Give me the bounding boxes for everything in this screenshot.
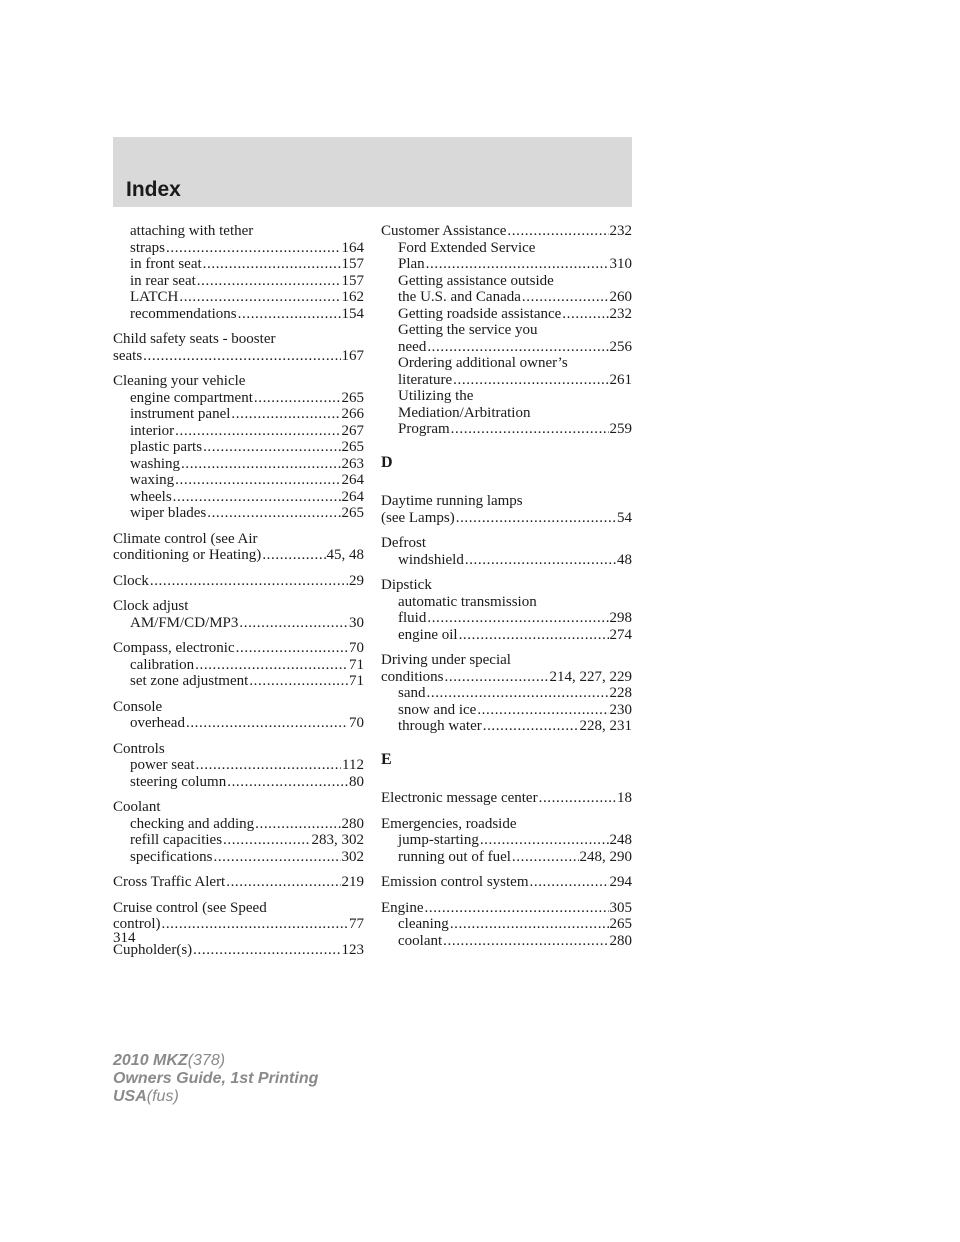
entry-text: cleaning <box>398 916 449 932</box>
entry-text: Engine <box>381 899 424 916</box>
dot-leader <box>223 832 310 849</box>
index-heading <box>381 223 632 240</box>
dot-leader <box>207 505 340 522</box>
entry-page-ref: 232 <box>609 223 632 239</box>
entry-page-ref: 265 <box>341 505 364 521</box>
footer-model-code: (378) <box>187 1052 226 1069</box>
dot-leader <box>426 256 609 273</box>
index-subentry <box>381 916 632 933</box>
dot-leader <box>203 439 340 456</box>
entry-text: Getting the service you <box>398 322 538 338</box>
print-footer <box>113 1052 318 1106</box>
dot-leader <box>427 685 609 702</box>
index-subentry <box>381 256 632 273</box>
footer-market-code: (fus) <box>146 1088 179 1105</box>
entry-page-ref: 228 <box>609 685 632 701</box>
entry-text: conditioning or Heating) <box>113 547 262 563</box>
index-column-right <box>381 223 632 958</box>
entry-text: automatic transmission <box>398 593 537 610</box>
index-subentry <box>381 832 632 849</box>
index-heading <box>113 741 364 758</box>
index-subentry <box>381 355 632 372</box>
entry-text: control) <box>113 916 161 932</box>
dot-leader <box>262 547 325 564</box>
entry-page-ref: 280 <box>609 932 632 949</box>
index-subentry <box>381 685 632 702</box>
entry-page-ref: 266 <box>341 406 364 422</box>
entry-page-ref: 70 <box>349 715 364 731</box>
dot-leader <box>477 702 608 719</box>
entry-page-ref: 80 <box>349 773 364 790</box>
entry-text: Cleaning your vehicle <box>113 373 246 389</box>
entry-page-ref: 71 <box>349 656 364 673</box>
dot-leader <box>179 289 340 306</box>
entry-text: steering column <box>130 773 227 790</box>
dot-leader <box>443 933 608 950</box>
index-subentry <box>113 439 364 456</box>
entry-text: washing <box>130 455 180 472</box>
index-entry <box>113 942 364 959</box>
dot-leader <box>465 552 616 569</box>
index-entry <box>113 331 364 364</box>
index-entry <box>113 741 364 791</box>
entry-page-ref: 256 <box>609 338 632 355</box>
index-heading <box>381 900 632 917</box>
index-heading <box>381 669 632 686</box>
entry-page-ref: 260 <box>609 289 632 305</box>
index-entry <box>113 799 364 865</box>
entry-text: Program <box>398 421 450 437</box>
dot-leader <box>453 372 608 389</box>
index-heading <box>113 874 364 891</box>
dot-leader <box>522 289 609 306</box>
index-entry <box>381 535 632 568</box>
entry-page-ref: 298 <box>609 610 632 626</box>
index-entry <box>113 900 364 933</box>
index-entry <box>381 790 632 807</box>
index-subentry <box>113 832 364 849</box>
index-heading <box>381 790 632 807</box>
index-subentry <box>381 322 632 339</box>
header-band <box>113 137 632 207</box>
entry-text: engine compartment <box>130 389 253 406</box>
entry-text: (see Lamps) <box>381 509 455 526</box>
index-heading <box>113 598 364 615</box>
entry-text: jump-starting <box>398 832 479 848</box>
index-subentry <box>381 702 632 719</box>
footer-market: USA <box>113 1088 147 1105</box>
entry-page-ref: 123 <box>341 941 364 958</box>
entry-page-ref: 54 <box>617 509 632 526</box>
entry-text: Plan <box>398 256 425 272</box>
index-heading <box>381 652 632 669</box>
entry-text: Defrost <box>381 535 426 551</box>
footer-guide: Owners Guide, 1st Printing <box>113 1070 319 1087</box>
entry-page-ref: 77 <box>349 916 364 932</box>
entry-page-ref: 29 <box>349 572 364 589</box>
entry-text: sand <box>398 685 426 701</box>
index-entry <box>381 816 632 866</box>
dot-leader <box>238 306 341 323</box>
index-subentry <box>113 273 364 290</box>
entry-text: in front seat <box>130 256 202 272</box>
dot-leader <box>166 240 341 257</box>
dot-leader <box>175 472 340 489</box>
dot-leader <box>196 757 341 774</box>
entry-page-ref: 302 <box>341 848 364 865</box>
index-subentry <box>113 289 364 306</box>
index-subentry <box>113 849 364 866</box>
index-subentry <box>113 657 364 674</box>
entry-page-ref: 214, 227, 229 <box>549 668 632 685</box>
index-subentry <box>381 372 632 389</box>
index-subentry <box>113 673 364 690</box>
index-subentry <box>113 390 364 407</box>
entry-text: instrument panel <box>130 406 231 422</box>
index-heading <box>113 348 364 365</box>
dot-leader <box>480 832 609 849</box>
entry-page-ref: 228, 231 <box>579 718 632 734</box>
dot-leader <box>530 874 609 891</box>
index-subentry <box>113 472 364 489</box>
entry-text: through water <box>398 718 482 734</box>
entry-text: attaching with tether <box>130 223 254 239</box>
index-heading <box>381 874 632 891</box>
entry-text: Cruise control (see Speed <box>113 899 267 916</box>
index-entry <box>113 598 364 631</box>
entry-text: running out of fuel <box>398 848 511 865</box>
entry-text: engine oil <box>398 626 458 643</box>
entry-text: wheels <box>130 488 172 505</box>
entry-page-ref: 157 <box>341 272 364 289</box>
index-entry <box>113 223 364 322</box>
entry-text: Ford Extended Service <box>398 239 536 256</box>
dot-leader <box>173 489 341 506</box>
index-subentry <box>113 306 364 323</box>
entry-page-ref: 283, 302 <box>311 832 364 848</box>
dot-leader <box>254 390 341 407</box>
dot-leader <box>213 849 340 866</box>
entry-page-ref: 305 <box>609 899 632 916</box>
entry-text: seats <box>113 347 143 364</box>
index-subentry <box>113 256 364 273</box>
entry-text: conditions <box>381 668 444 685</box>
entry-text: the U.S. and Canada <box>398 289 521 305</box>
index-subentry <box>381 552 632 569</box>
dot-leader <box>239 615 348 632</box>
index-entry <box>381 223 632 438</box>
footer-model: 2010 MKZ <box>113 1052 188 1069</box>
index-entry <box>113 373 364 522</box>
index-subentry <box>381 289 632 306</box>
entry-text: waxing <box>130 472 175 488</box>
dot-leader <box>255 816 340 833</box>
index-heading <box>113 916 364 933</box>
entry-text: Clock <box>113 572 149 589</box>
index-subentry <box>381 273 632 290</box>
index-entry <box>381 493 632 526</box>
dot-leader <box>203 256 341 273</box>
dot-leader <box>236 640 348 657</box>
entry-page-ref: 263 <box>341 455 364 472</box>
index-heading <box>113 640 364 657</box>
index-subentry <box>381 627 632 644</box>
dot-leader <box>427 610 608 627</box>
index-entry <box>381 652 632 735</box>
index-subentry <box>113 715 364 732</box>
entry-page-ref: 248, 290 <box>579 848 632 865</box>
entry-text: AM/FM/CD/MP3 <box>130 614 239 631</box>
entry-text: Electronic message center <box>381 790 538 806</box>
dot-leader <box>143 348 340 365</box>
index-entry <box>113 699 364 732</box>
entry-page-ref: 18 <box>617 790 632 806</box>
entry-page-ref: 294 <box>609 874 632 890</box>
entry-text: Getting roadside assistance <box>398 305 562 322</box>
entry-page-ref: 264 <box>341 488 364 505</box>
entry-text: Customer Assistance <box>381 223 507 239</box>
entry-text: Emergencies, roadside <box>381 815 517 832</box>
entry-text: specifications <box>130 848 213 865</box>
entry-page-ref: 232 <box>609 305 632 322</box>
dot-leader <box>562 306 608 323</box>
entry-text: wiper blades <box>130 505 207 521</box>
entry-page-ref: 164 <box>341 239 364 256</box>
entry-page-ref: 264 <box>341 472 364 488</box>
dot-leader <box>181 456 341 473</box>
entry-page-ref: 230 <box>609 701 632 718</box>
index-subentry <box>113 505 364 522</box>
entry-text: windshield <box>398 551 464 568</box>
page-title: Index <box>126 178 181 201</box>
dot-leader <box>450 916 609 933</box>
index-entry <box>381 577 632 643</box>
index-subentry <box>381 306 632 323</box>
entry-text: Driving under special <box>381 652 511 668</box>
dot-leader <box>227 774 348 791</box>
entry-text: power seat <box>130 757 195 773</box>
dot-leader <box>445 669 549 686</box>
index-heading <box>113 942 364 959</box>
entry-page-ref: 265 <box>341 389 364 406</box>
dot-leader <box>186 715 348 732</box>
entry-page-ref: 167 <box>341 347 364 364</box>
entry-text: fluid <box>398 610 427 626</box>
entry-text: Compass, electronic <box>113 640 235 656</box>
entry-text: Mediation/Arbitration <box>398 404 531 421</box>
index-entry <box>113 573 364 590</box>
index-entry <box>113 874 364 891</box>
dot-leader <box>539 790 616 807</box>
page-number: 314 <box>113 930 136 946</box>
entry-text: Getting assistance outside <box>398 272 554 289</box>
entry-text: Climate control (see Air <box>113 530 258 547</box>
entry-text: LATCH <box>130 289 179 305</box>
entry-text: Daytime running lamps <box>381 493 523 509</box>
dot-leader <box>507 223 608 240</box>
index-column-left <box>113 223 364 967</box>
entry-text: Controls <box>113 740 165 757</box>
dot-leader <box>197 273 341 290</box>
dot-leader <box>193 942 340 959</box>
entry-text: recommendations <box>130 305 237 322</box>
entry-text: refill capacities <box>130 832 223 848</box>
section-letter: D <box>381 453 393 471</box>
entry-page-ref: 274 <box>609 626 632 643</box>
index-heading <box>381 535 632 552</box>
dot-leader <box>195 657 348 674</box>
dot-leader <box>425 900 609 917</box>
index-heading <box>381 493 632 510</box>
entry-page-ref: 112 <box>342 757 364 773</box>
entry-page-ref: 154 <box>341 305 364 322</box>
index-entry <box>381 874 632 891</box>
section-letter: E <box>381 750 392 768</box>
dot-leader <box>231 406 340 423</box>
index-heading <box>113 799 364 816</box>
entry-page-ref: 162 <box>341 289 364 305</box>
index-subentry <box>113 456 364 473</box>
entry-text: Clock adjust <box>113 598 189 614</box>
index-entry <box>113 531 364 564</box>
index-subentry <box>113 774 364 791</box>
entry-text: calibration <box>130 656 195 673</box>
dot-leader <box>175 423 340 440</box>
index-subentry <box>381 388 632 405</box>
entry-text: interior <box>130 422 175 439</box>
dot-leader <box>456 510 616 527</box>
entry-page-ref: 70 <box>349 640 364 656</box>
dot-leader <box>483 718 579 735</box>
index-subentry <box>113 240 364 257</box>
index-subentry <box>113 223 364 240</box>
entry-page-ref: 259 <box>609 421 632 437</box>
index-subentry <box>381 610 632 627</box>
index-subentry <box>113 489 364 506</box>
index-subentry <box>113 406 364 423</box>
entry-page-ref: 157 <box>341 256 364 272</box>
index-subentry <box>381 933 632 950</box>
index-heading <box>113 573 364 590</box>
index-entry <box>113 640 364 690</box>
dot-leader <box>150 573 348 590</box>
entry-text: straps <box>130 239 165 256</box>
entry-text: Cross Traffic Alert <box>113 874 226 890</box>
index-subentry <box>381 849 632 866</box>
entry-page-ref: 267 <box>341 422 364 439</box>
entry-page-ref: 45, 48 <box>326 547 364 563</box>
entry-page-ref: 248 <box>609 832 632 848</box>
index-subentry <box>381 339 632 356</box>
entry-text: Emission control system <box>381 874 529 890</box>
index-subentry <box>113 757 364 774</box>
dot-leader <box>459 627 609 644</box>
index-heading <box>113 373 364 390</box>
entry-text: Utilizing the <box>398 388 474 404</box>
entry-page-ref: 280 <box>341 815 364 832</box>
dot-leader <box>427 339 608 356</box>
index-subentry <box>381 240 632 257</box>
entry-text: set zone adjustment <box>130 673 249 689</box>
index-subentry <box>381 718 632 735</box>
dot-leader <box>249 673 348 690</box>
index-heading <box>381 577 632 594</box>
entry-page-ref: 310 <box>609 256 632 272</box>
entry-text: Coolant <box>113 799 161 815</box>
index-subentry <box>113 615 364 632</box>
entry-text: in rear seat <box>130 272 196 289</box>
dot-leader <box>161 916 348 933</box>
dot-leader <box>451 421 609 438</box>
index-heading <box>113 900 364 917</box>
entry-text: snow and ice <box>398 701 477 718</box>
entry-text: Console <box>113 698 163 715</box>
index-heading <box>381 510 632 527</box>
entry-text: Cupholder(s) <box>113 941 193 958</box>
index-subentry <box>381 594 632 611</box>
index-subentry <box>113 816 364 833</box>
entry-page-ref: 48 <box>617 551 632 568</box>
entry-text: checking and adding <box>130 815 255 832</box>
index-subentry <box>113 423 364 440</box>
entry-text: overhead <box>130 715 185 731</box>
index-subentry <box>381 421 632 438</box>
index-heading <box>113 699 364 716</box>
index-heading <box>113 331 364 348</box>
entry-page-ref: 71 <box>349 673 364 689</box>
entry-text: Child safety seats - booster <box>113 331 276 347</box>
dot-leader <box>512 849 579 866</box>
entry-page-ref: 265 <box>341 439 364 455</box>
index-entry <box>381 900 632 950</box>
entry-text: need <box>398 338 427 355</box>
entry-page-ref: 265 <box>609 916 632 932</box>
entry-text: Ordering additional owner’s <box>398 355 568 371</box>
entry-text: Dipstick <box>381 577 432 593</box>
index-subentry <box>381 405 632 422</box>
entry-page-ref: 30 <box>349 614 364 631</box>
entry-page-ref: 261 <box>609 371 632 388</box>
index-heading <box>113 531 364 548</box>
entry-text: plastic parts <box>130 439 203 455</box>
entry-text: literature <box>398 371 453 388</box>
entry-text: coolant <box>398 932 443 949</box>
index-heading <box>113 547 364 564</box>
index-heading <box>381 816 632 833</box>
dot-leader <box>226 874 340 891</box>
entry-page-ref: 219 <box>341 874 364 890</box>
